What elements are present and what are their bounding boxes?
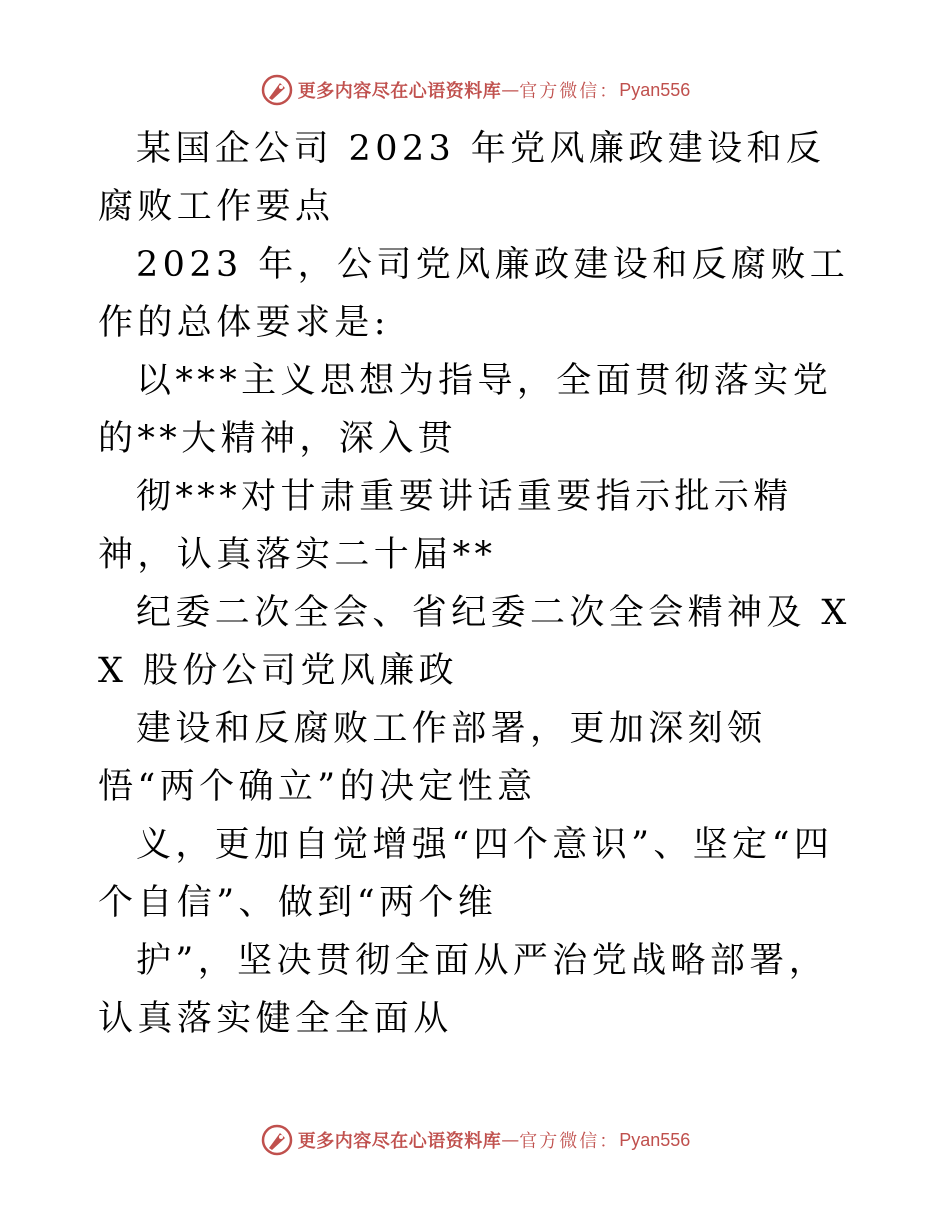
header-official-label: 官方微信： <box>519 81 620 102</box>
pen-nib-logo-icon <box>260 73 294 107</box>
footer-official-label: 官方微信： <box>519 1131 620 1152</box>
document-paragraph: 纪委二次全会、省纪委二次全会精神及 XX 股份公司党风廉政 <box>98 593 851 691</box>
document-paragraph: 护”，坚决贯彻全面从严治党战略部署，认真落实健全全面从 <box>98 941 829 1039</box>
document-title: 某国企公司 2023 年党风廉政建设和反腐败工作要点 <box>98 129 826 227</box>
document-paragraph: 彻***对甘肃重要讲话重要指示批示精神，认真落实二十届** <box>98 477 793 575</box>
footer-wechat-id: Pyan556 <box>619 1129 691 1150</box>
document-body <box>98 120 858 1048</box>
document-paragraph: 义，更加自觉增强“四个意识”、坚定“四个自信”、做到“两个维 <box>98 825 834 923</box>
document-paragraph: 以***主义思想为指导，全面贯彻落实党的**大精神，深入贯 <box>98 361 833 459</box>
document-paragraph: 建设和反腐败工作部署，更加深刻领悟“两个确立”的决定性意 <box>98 709 767 807</box>
footer-dash: — <box>501 1129 520 1151</box>
header-banner <box>0 70 950 110</box>
header-dash: — <box>501 79 520 101</box>
document-paragraph: 2023 年，公司党风廉政建设和反腐败工作的总体要求是: <box>98 245 850 343</box>
footer-banner <box>0 1120 950 1160</box>
pen-nib-logo-icon <box>260 1123 294 1157</box>
header-wechat-id: Pyan556 <box>619 79 691 100</box>
footer-brand-text: 更多内容尽在心语资料库 <box>297 1131 502 1152</box>
header-brand-text: 更多内容尽在心语资料库 <box>297 81 502 102</box>
